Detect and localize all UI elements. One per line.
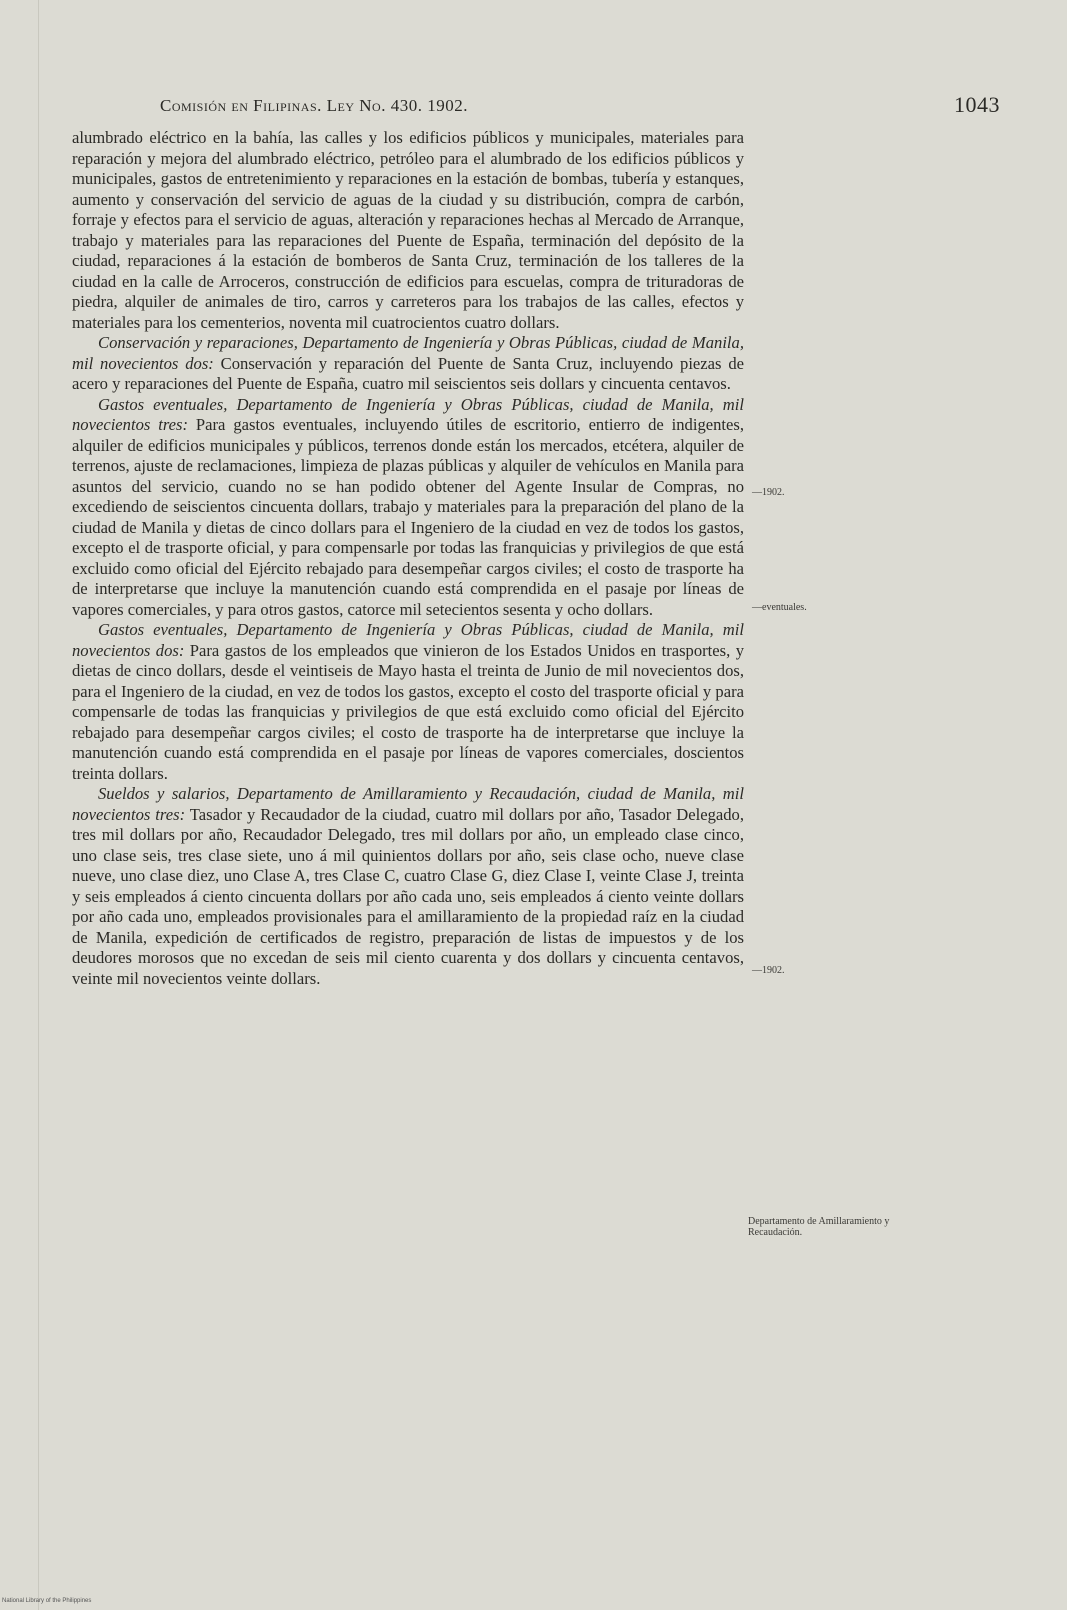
paragraph-2-lead: Conservación y reparaciones, Departamento de Ingeniería y Obras Públicas, ciudad de Manila, mil novecientos dos: — [72, 333, 744, 373]
paragraph-2 — [72, 333, 744, 395]
page-number: 1043 — [954, 92, 1000, 117]
paragraph-5-text: Tasador y Recaudador de la ciudad, cuatro mil dollars por año, Tasador Delegado, tres mil dollars por año, Recaudador Delegado, tres mil dollars por año, un empleado clase cinco, uno clase seis, tres clase siete, uno á mil quinientos dollars por año, seis clase ocho, nueve clase nueve, uno clase diez, uno Clase A, tres Clase C, cuatro Clase G, diez Clase I, veinte Clase J, treinta y seis empleados á ciento cincuenta dollars por año cada uno, seis empleados á ciento veinte dollars por año cada uno, empleados provisionales para el amillaramiento de la propiedad raíz en la ciudad de Manila, expedición de certificados de registro, preparación de listas de impuestos y de los deudores morosos que no excedan de seis mil ciento cuarenta y dos dollars y cincuenta centavos, veinte mil novecientos veinte dollars. — [72, 804, 744, 988]
paragraph-3 — [72, 395, 744, 621]
footer-credit: National Library of the Philippines — [2, 1598, 92, 1604]
paragraph-5-lead: Sueldos y salarios, Departamento de Amillaramiento y Recaudación, ciudad de Manila, mil novecientos tres: — [72, 784, 744, 824]
paragraph-2-text: Conservación y reparación del Puente de Santa Cruz, incluyendo piezas de acero y reparaciones del Puente de España, cuatro mil seiscientos seis dollars y cincuenta centavos. — [72, 353, 745, 393]
paragraph-3-text: Para gastos eventuales, incluyendo útiles de escritorio, entierro de indigentes, alquiler de edificios municipales y públicos, terrenos donde están los mercados, etcétera, alquiler de terrenos, ajuste de reclamaciones, limpieza de plazas públicas y alquiler de vehículos en Manila para asuntos del servicio, cuando no se han podido obtener del Agente Insular de Compras, no excediendo de seiscientos cincuenta dollars, trabajo y materiales para la preparación del plano de la ciudad de Manila y dietas de cinco dollars para el Ingeniero de la ciudad en vez de todos los gastos, excepto el de trasporte oficial, y para compensarle por todas las franquicias y privilegios de que está excluido como oficial del Ejército rebajado para desempeñar cargos civiles; el costo de trasporte ha de interpretarse que incluye la manutención cuando está comprendida en el pasaje por líneas de vapores comerciales, y para otros gastos, catorce mil setecientos sesenta y ocho dollars. — [72, 415, 744, 619]
paragraph-4-text: Para gastos de los empleados que vinieron de los Estados Unidos en trasportes, y dietas de cinco dollars, desde el veintiseis de Mayo hasta el treinta de Junio de mil novecientos dos, para el Ingeniero de la ciudad, en vez de todos los gastos, excepto el costo del trasporte oficial y para compensarle de todas las franquicias y privilegios de que está excluido como oficial del Ejército rebajado para desempeñar cargos civiles; el costo de trasporte ha de interpretarse que incluye la manutención cuando está comprendida en el pasaje por líneas de vapores comerciales, doscientos treinta dollars. — [72, 640, 744, 783]
paragraph-1 — [72, 128, 744, 333]
paragraph-1-text: alumbrado eléctrico en la bahía, las calles y los edificios públicos y municipales, materiales para reparación y mejora del alumbrado eléctrico, petróleo para el alumbrado de los edificios públicos y municipales, gastos de entretenimiento y reparaciones en la estación de bombas, tubería y estanques, aumento y conservación del servicio de aguas de la ciudad y su distribución, compra de carbón, forraje y efectos para el servicio de aguas, alteración y reparaciones hechas al Mercado de Arranque, trabajo y materiales para las reparaciones del Puente de España, terminación del depósito de la ciudad, reparaciones á la estación de bomberos de Santa Cruz, terminación de los talleres de la ciudad en la calle de Arroceros, construcción de edificios para escuelas, compra de trituradoras de piedra, alquiler de animales de tiro, carros y carreteros para los trabajos de las calles, efectos y materiales para los cementerios, noventa mil cuatrocientos cuatro dollars. — [72, 128, 744, 332]
body-text — [72, 128, 744, 989]
margin-note-eventuales: —eventuales. — [752, 602, 807, 613]
paragraph-4-lead: Gastos eventuales, Departamento de Ingeniería y Obras Públicas, ciudad de Manila, mil novecientos dos: — [72, 620, 744, 660]
paragraph-4 — [72, 620, 744, 784]
margin-note-1902-b: —1902. — [752, 965, 785, 976]
margin-note-1902-a: —1902. — [752, 487, 785, 498]
scan-edge — [38, 0, 39, 1610]
margin-note-departamento: Departamento de Amillaramiento y Recaudación. — [748, 1216, 890, 1238]
page-header — [160, 92, 1000, 122]
paragraph-5 — [72, 784, 744, 989]
paragraph-3-lead: Gastos eventuales, Departamento de Ingeniería y Obras Públicas, ciudad de Manila, mil novecientos tres: — [72, 394, 744, 434]
running-head: Comisión en Filipinas. Ley No. 430. 1902. — [160, 96, 468, 115]
